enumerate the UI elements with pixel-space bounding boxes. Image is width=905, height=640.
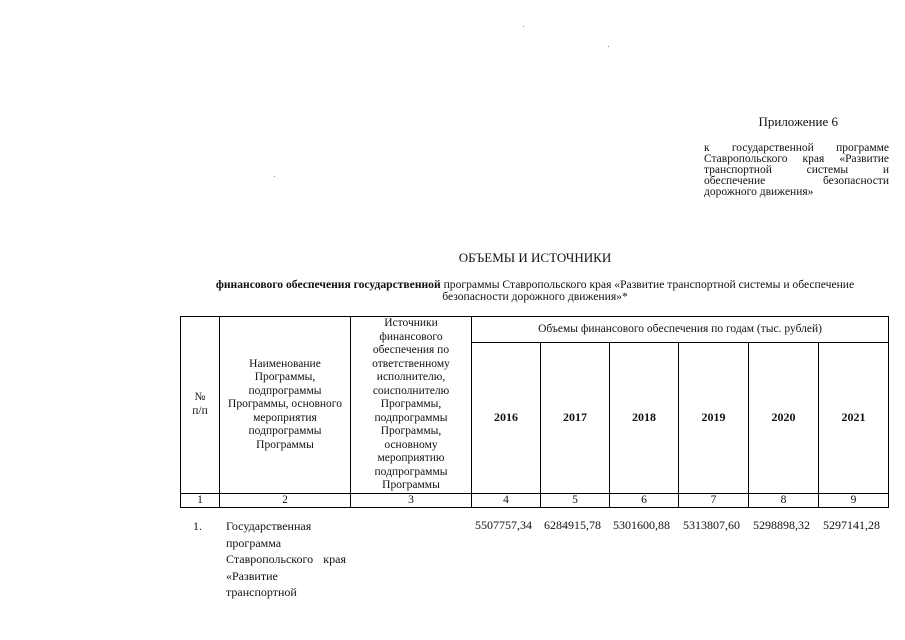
column-number: 7 xyxy=(679,493,749,507)
column-number: 6 xyxy=(610,493,679,507)
column-number: 4 xyxy=(472,493,541,507)
year-2021: 2021 xyxy=(819,342,889,493)
year-2019: 2019 xyxy=(679,342,749,493)
header-volumes: Объемы финансового обеспечения по годам (тыс. рублей) xyxy=(472,317,889,343)
row-value-2017: 6284915,78 xyxy=(544,518,601,532)
scan-speck xyxy=(608,46,609,47)
column-number: 2 xyxy=(220,493,351,507)
column-number-row xyxy=(181,493,889,507)
row-value-2019: 5313807,60 xyxy=(683,518,740,532)
row-program-name: Государственная программа Ставропольского края «Развитие транспортной xyxy=(226,519,346,599)
year-2020: 2020 xyxy=(749,342,819,493)
document-subtitle xyxy=(188,279,882,303)
header-source: Источники финансового обеспечения по ответственному исполнителю, соисполнителю Программы, подпрограммы Программы, основному мероприятию подпрограммы Программы xyxy=(351,317,472,494)
year-2016: 2016 xyxy=(472,342,541,493)
appendix-label: Приложение 6 xyxy=(758,114,838,129)
column-number: 3 xyxy=(351,493,472,507)
row-value-2018: 5301600,88 xyxy=(613,518,670,532)
appendix-text: к государственной программе Ставропольского края «Развитие транспортной системы и обеспечение безопасности дорожного движения» xyxy=(704,142,889,198)
year-2017: 2017 xyxy=(541,342,610,493)
financing-table xyxy=(180,316,889,508)
row-value-2016: 5507757,34 xyxy=(475,518,532,532)
scan-speck xyxy=(523,26,524,27)
subtitle-bold-part: финансового обеспечения государственной xyxy=(215,278,441,291)
year-2018: 2018 xyxy=(610,342,679,493)
header-num: № п/п xyxy=(181,317,220,494)
row-value-2020: 5298898,32 xyxy=(753,518,810,532)
column-number: 1 xyxy=(181,493,220,507)
header-name: Наименование Программы, подпрограммы Программы, основного мероприятия подпрограммы Программы xyxy=(220,317,351,494)
scan-speck xyxy=(274,176,275,177)
column-number: 5 xyxy=(541,493,610,507)
row-number: 1. xyxy=(193,519,202,533)
row-value-2021: 5297141,28 xyxy=(823,518,880,532)
column-number: 9 xyxy=(819,493,889,507)
document-title: ОБЪЕМЫ И ИСТОЧНИКИ xyxy=(458,250,612,265)
column-number: 8 xyxy=(749,493,819,507)
subtitle-rest-part: программы Ставропольского края «Развитие транспортной системы и обеспечение безопасности дорожного движения»* xyxy=(440,278,855,303)
